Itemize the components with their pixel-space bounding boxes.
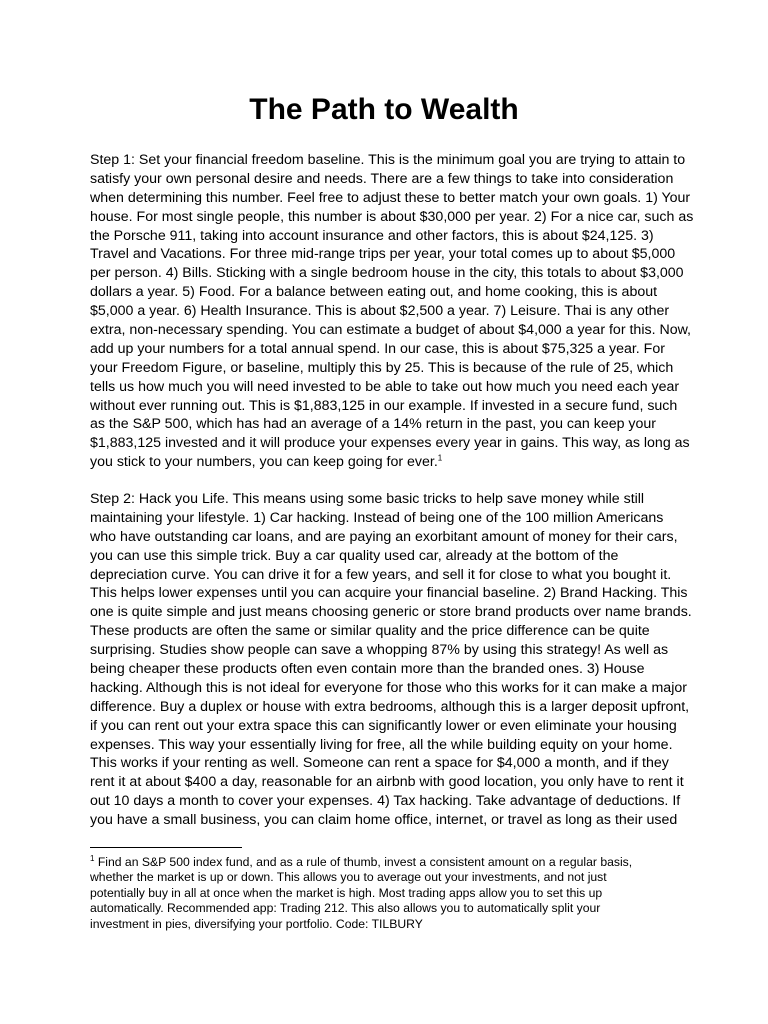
footnote-line: whether the market is up or down. This allows you to average out your investments, and not just [90, 870, 607, 885]
paragraph-line: one is quite simple and just means choosing generic or store brand products over name brands. [90, 604, 692, 621]
paragraph-line: These products are often the same or similar quality and the price difference can be quite [90, 623, 650, 640]
footnote-marker: 1 [90, 853, 95, 863]
paragraph-line: expenses. This way your essentially living for free, all the while building equity on your home. [90, 736, 673, 753]
paragraph-line: depreciation curve. You can drive it for a few years, and sell it for close to what you bought it. [90, 566, 672, 583]
paragraph-line: This works if your renting as well. Someone can rent a space for $4,000 a month, and if they [90, 755, 669, 772]
footnote-line: investment in pies, diversifying your portfolio. Code: TILBURY [90, 916, 423, 931]
paragraph-line: per person. 4) Bills. Sticking with a single bedroom house in the city, this totals to about $3,000 [90, 265, 684, 282]
paragraph-line: surprising. Studies show people can save a whopping 87% by using this strategy! As well as [90, 642, 669, 659]
paragraph-line: without ever running out. This is $1,883,125 in our example. If invested in a secure fund, such [90, 397, 678, 414]
paragraph-line: as the S&P 500, which has had an average of a 14% return in the past, you can keep your [90, 416, 657, 433]
paragraph-line: house. For most single people, this number is about $30,000 per year. 2) For a nice car, such as [90, 208, 694, 225]
footnote [90, 855, 690, 932]
paragraph-line: Step 2: Hack you Life. This means using some basic tricks to help save money while still [90, 491, 645, 507]
step1-paragraph [90, 151, 694, 472]
footnote-reference[interactable]: 1 [437, 453, 443, 463]
paragraph-line: your Freedom Figure, or baseline, multiply this by 25. This is because of the rule of 25, which [90, 359, 674, 376]
paragraph-line: the Porsche 911, taking into account insurance and other factors, this is about $24,125. 3) [90, 227, 654, 244]
paragraph-line-text: you stick to your numbers, you can keep going for ever. [90, 454, 438, 471]
paragraph-line: satisfy your own personal desire and needs. There are a few things to take into consideration [90, 170, 674, 187]
paragraph-line-last [90, 453, 680, 472]
paragraph-line: tells us how much you will need invested to be able to take out how much you need each year [90, 378, 680, 395]
footnote-line: potentially buy in all at once when the market is high. Most trading apps allow you to set this up [90, 885, 603, 900]
footnote-line: automatically. Recommended app: Trading 212. This also allows you to automatically split your [90, 901, 601, 916]
footnote-line [90, 855, 690, 870]
paragraph-line: you can use this simple trick. Buy a car quality used car, already at the bottom of the [90, 547, 619, 564]
paragraph-line: you have a small business, you can claim home office, internet, or travel as long as their used [90, 812, 678, 829]
paragraph-line: dollars a year. 5) Food. For a balance between eating out, and home cooking, this is about [90, 284, 658, 301]
paragraph-line: $1,883,125 invested and it will produce your expenses every year in gains. This way, as long as [90, 435, 690, 452]
paragraph-line: if you can rent out your extra space this can significantly lower or even eliminate your housing [90, 717, 677, 734]
paragraph-line: out 10 days a month to cover your expenses. 4) Tax hacking. Take advantage of deductions. If [90, 793, 681, 810]
paragraph-line: difference. Buy a duplex or house with extra bedrooms, although this is a larger deposit upfront, [90, 698, 690, 715]
paragraph-line: maintaining your lifestyle. 1) Car hacking. Instead of being one of the 100 million Americans [90, 509, 664, 526]
paragraph-line: who have outstanding car loans, and are paying an exorbitant amount of money for their cars, [90, 528, 678, 545]
paragraph-line: rent it at about $400 a day, reasonable for an airbnb with good location, you only have to rent it [90, 774, 684, 791]
footnote-line-text: Find an S&P 500 index fund, and as a rule of thumb, invest a consistent amount on a regular basis, [94, 855, 633, 869]
paragraph-line: Travel and Vacations. For three mid-range trips per year, your total comes up to about $5,000 [90, 246, 676, 263]
paragraph-line: extra, non-necessary spending. You can estimate a budget of about $4,000 a year for this. Now, [90, 322, 691, 339]
paragraph-line: hacking. Although this is not ideal for everyone for those who this works for it can make a major [90, 679, 687, 696]
paragraph-line: being cheaper these products often even contain more than the branded ones. 3) House [90, 661, 645, 678]
paragraph-line: add up your numbers for a total annual spend. In our case, this is about $75,325 a year. For [90, 340, 665, 357]
paragraph-line: $5,000 a year. 6) Health Insurance. This is about $2,500 a year. 7) Leisure. Thai is any other [90, 303, 670, 320]
footnote-separator [90, 847, 242, 848]
paragraph-line: Step 1: Set your financial freedom baseline. This is the minimum goal you are trying to attain to [90, 152, 686, 168]
step2-paragraph [90, 490, 692, 830]
paragraph-line: This helps lower expenses until you can acquire your financial baseline. 2) Brand Hacking. This [90, 585, 688, 602]
paragraph-line: when determining this number. Feel free to adjust these to better match your own goals. 1) Your [90, 189, 691, 206]
page-title: The Path to Wealth [249, 93, 519, 126]
